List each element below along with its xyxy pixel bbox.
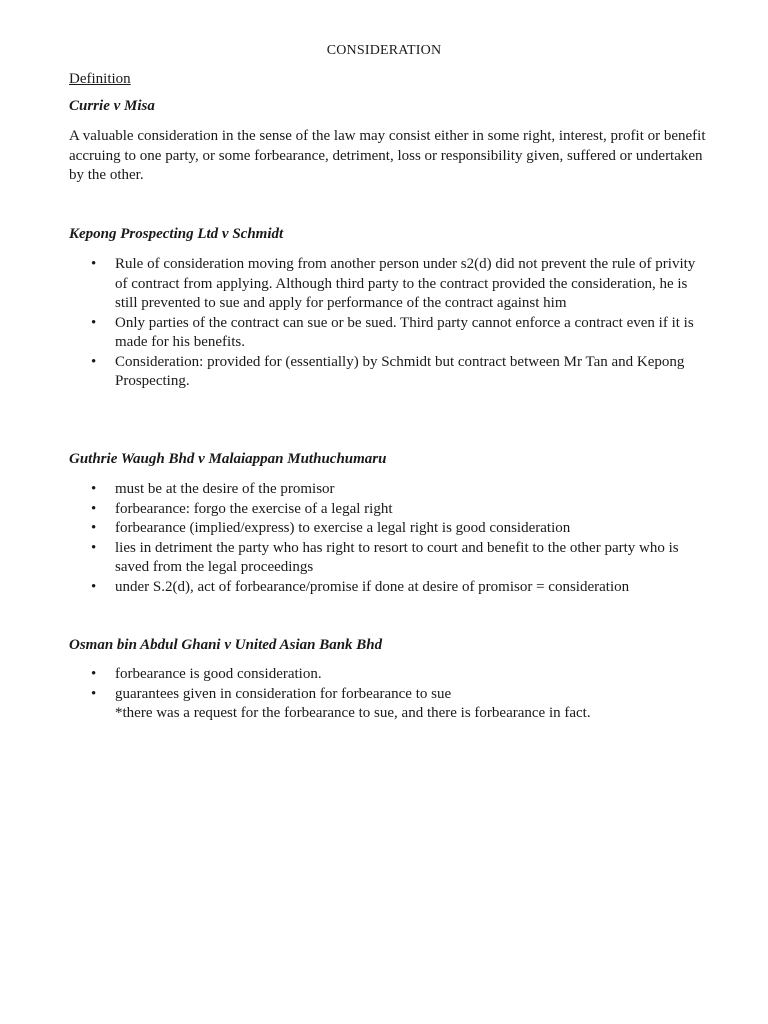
list-item-text: Only parties of the contract can sue or be sued. Third party cannot enforce a contract even if it is made for his benefits. xyxy=(115,314,694,350)
case-title-osman-v-united-asian-bank: Osman bin Abdul Ghani v United Asian Bank Bhd xyxy=(69,637,383,653)
bullet-icon: • xyxy=(91,578,97,595)
osman-bullet-list xyxy=(69,665,709,724)
guthrie-bullet-list xyxy=(69,480,709,597)
list-item-text: forbearance: forgo the exercise of a legal right xyxy=(115,500,393,517)
bullet-icon: • xyxy=(91,256,97,272)
bullet-icon: • xyxy=(91,500,97,517)
list-item xyxy=(69,519,709,539)
bullet-icon: • xyxy=(91,685,97,702)
bullet-icon: • xyxy=(91,520,97,536)
case-title-kepong-prospecting: Kepong Prospecting Ltd v Schmidt xyxy=(69,226,284,242)
list-item xyxy=(69,480,709,500)
list-item xyxy=(69,500,709,520)
bullet-icon: • xyxy=(91,666,97,682)
list-item-text: forbearance is good consideration. xyxy=(115,666,322,682)
list-item xyxy=(69,539,709,578)
bullet-icon: • xyxy=(91,481,97,497)
list-item xyxy=(69,578,709,598)
list-item xyxy=(69,685,709,724)
bullet-icon: • xyxy=(91,539,97,556)
list-item-text: under S.2(d), act of forbearance/promise if done at desire of promisor = consideration xyxy=(115,578,630,595)
list-item xyxy=(69,314,709,353)
list-item-text: forbearance (implied/express) to exercise a legal right is good consideration xyxy=(115,520,571,536)
document-title: CONSIDERATION xyxy=(326,43,442,58)
definition-paragraph: A valuable consideration in the sense of the law may consist either in some right, interest, profit or benefit accruing to one party, or some forbearance, detriment, loss or responsibility given, suffered or undertaken by the other. xyxy=(69,128,706,183)
request-note: *there was a request for the forbearance to sue, and there is forbearance in fact. xyxy=(115,705,591,721)
list-item-text: guarantees given in consideration for forbearance to sue xyxy=(115,685,452,702)
definition-heading: Definition xyxy=(69,71,131,87)
bullet-icon: • xyxy=(91,314,97,331)
list-item xyxy=(69,353,709,392)
case-title-guthrie-waugh: Guthrie Waugh Bhd v Malaiappan Muthuchumaru xyxy=(69,451,387,467)
bullet-icon: • xyxy=(91,353,97,370)
list-item-text: Rule of consideration moving from another person under s2(d) did not prevent the rule of privity of contract from applying. Although third party to the contract provided the consideration, he is still prevented to sue and apply for performance of the contract against him xyxy=(115,256,696,311)
list-item-text: lies in detriment the party who has right to resort to court and benefit to the other party who is saved from the legal proceedings xyxy=(115,539,679,575)
list-item-text: Consideration: provided for (essentially) by Schmidt but contract between Mr Tan and Kepong Prospecting. xyxy=(115,353,685,389)
list-item-text: must be at the desire of the promisor xyxy=(115,481,335,497)
kepong-bullet-list xyxy=(69,255,709,392)
list-item xyxy=(69,255,709,314)
case-title-currie-v-misa: Currie v Misa xyxy=(69,98,155,114)
list-item xyxy=(69,665,709,685)
